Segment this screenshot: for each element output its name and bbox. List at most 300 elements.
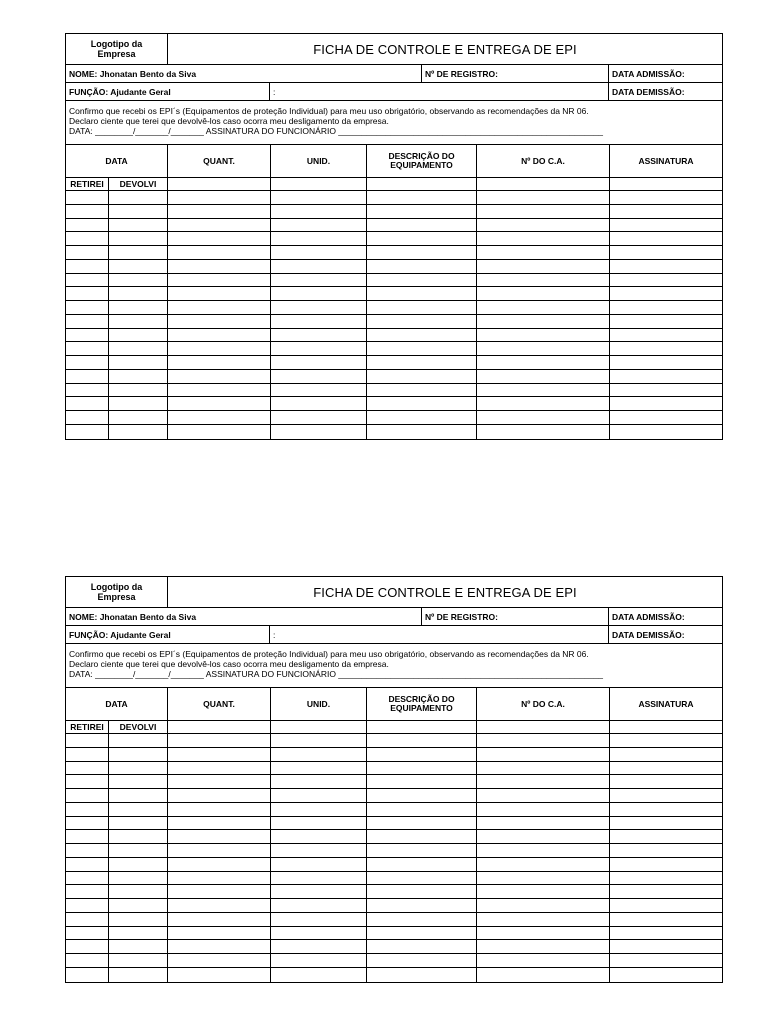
table-cell[interactable] [109,329,168,342]
table-cell[interactable] [271,803,367,816]
table-cell[interactable] [168,260,271,273]
table-cell[interactable] [109,940,168,953]
table-cell[interactable] [168,205,271,218]
table-cell[interactable] [610,301,722,314]
table-cell[interactable] [109,411,168,424]
table-cell[interactable] [168,968,271,982]
table-cell[interactable] [367,370,477,383]
table-cell[interactable] [168,940,271,953]
table-cell[interactable] [66,968,109,982]
table-cell[interactable] [66,830,109,843]
table-cell[interactable] [66,205,109,218]
table-cell[interactable] [610,775,722,788]
table-cell[interactable] [610,329,722,342]
table-cell[interactable] [477,178,610,190]
table-cell[interactable] [367,844,477,857]
table-cell[interactable] [610,927,722,940]
table-cell[interactable] [610,872,722,885]
table-cell[interactable] [66,397,109,410]
table-cell[interactable] [477,830,610,843]
table-cell[interactable] [66,342,109,355]
table-cell[interactable] [610,274,722,287]
table-cell[interactable] [168,899,271,912]
table-row [66,734,722,748]
table-cell[interactable] [66,858,109,871]
table-cell[interactable] [367,178,477,190]
table-cell[interactable] [109,817,168,830]
table-cell[interactable] [367,260,477,273]
table-cell[interactable] [109,954,168,967]
table-cell[interactable] [66,940,109,953]
table-cell[interactable] [610,370,722,383]
table-cell[interactable] [271,899,367,912]
table-cell[interactable] [367,287,477,300]
table-row [66,219,722,233]
table-cell[interactable] [610,219,722,232]
table-cell[interactable] [271,913,367,926]
dismissal-date-field[interactable]: DATA DEMISSÃO: [612,629,685,640]
dismissal-date-field[interactable]: DATA DEMISSÃO: [612,86,685,97]
table-cell[interactable] [168,775,271,788]
registration-number-field[interactable]: Nº DE REGISTRO: [422,608,609,625]
signature-line[interactable]: DATA: ________/_______/_______ ASSINATURA DO FUNCIONÁRIO ________________________________________________________ [69,669,604,679]
table-cell[interactable] [610,913,722,926]
table-cell[interactable] [168,927,271,940]
table-cell[interactable] [477,721,610,733]
table-cell[interactable] [109,927,168,940]
table-cell[interactable] [109,968,168,982]
table-cell[interactable] [66,287,109,300]
table-cell[interactable] [109,397,168,410]
table-row [66,954,722,968]
table-cell[interactable] [271,762,367,775]
table-cell[interactable] [271,205,367,218]
admission-date-field[interactable]: DATA ADMISSÃO: [612,68,685,79]
table-cell[interactable] [271,219,367,232]
table-cell[interactable] [109,205,168,218]
table-cell[interactable] [66,370,109,383]
table-cell[interactable] [477,885,610,898]
employee-function[interactable]: FUNÇÃO: Ajudante Geral [66,83,270,100]
table-row [66,205,722,219]
table-cell[interactable] [610,858,722,871]
table-cell[interactable] [271,968,367,982]
table-cell[interactable] [168,287,271,300]
table-row [66,287,722,301]
employee-name[interactable]: NOME: Jhonatan Bento da Siva [66,608,422,625]
table-cell[interactable] [168,315,271,328]
table-cell[interactable] [610,817,722,830]
table-cell[interactable] [109,899,168,912]
sub-header [66,721,722,734]
table-cell[interactable] [610,246,722,259]
table-cell[interactable] [109,734,168,747]
table-cell[interactable] [367,219,477,232]
table-cell[interactable] [168,789,271,802]
table-cell[interactable] [168,734,271,747]
table-cell[interactable] [367,789,477,802]
table-cell[interactable] [168,246,271,259]
table-cell[interactable] [168,356,271,369]
table-cell[interactable] [168,872,271,885]
table-cell[interactable] [66,219,109,232]
table-cell[interactable] [168,748,271,761]
employee-function[interactable]: FUNÇÃO: Ajudante Geral [66,626,270,643]
table-cell[interactable] [168,762,271,775]
table-cell[interactable] [109,789,168,802]
table-cell[interactable] [477,748,610,761]
table-cell[interactable] [477,762,610,775]
table-cell[interactable] [109,219,168,232]
table-row [66,913,722,927]
table-row [66,927,722,941]
table-cell[interactable] [367,940,477,953]
table-cell[interactable] [271,940,367,953]
table-cell[interactable] [271,775,367,788]
table-cell[interactable] [271,287,367,300]
table-cell[interactable] [109,775,168,788]
table-cell[interactable] [477,397,610,410]
table-cell[interactable] [109,370,168,383]
table-cell[interactable] [66,789,109,802]
table-cell[interactable] [271,246,367,259]
table-cell[interactable] [477,205,610,218]
table-cell[interactable] [271,301,367,314]
table-cell[interactable] [168,301,271,314]
table-row [66,775,722,789]
table-row [66,232,722,246]
table-cell[interactable] [109,315,168,328]
table-cell[interactable] [610,762,722,775]
table-cell[interactable] [367,968,477,982]
table-cell[interactable] [610,260,722,273]
table-cell[interactable] [271,411,367,424]
table-cell[interactable] [610,397,722,410]
table-cell[interactable] [109,232,168,245]
table-cell[interactable] [477,954,610,967]
table-cell[interactable] [477,927,610,940]
table-cell[interactable] [367,927,477,940]
table-cell[interactable] [66,927,109,940]
table-cell[interactable] [610,954,722,967]
table-cell[interactable] [271,872,367,885]
table-cell[interactable] [66,872,109,885]
table-cell[interactable] [367,205,477,218]
table-cell[interactable] [477,219,610,232]
table-row [66,830,722,844]
table-cell[interactable] [168,411,271,424]
table-cell[interactable] [109,191,168,204]
table-cell[interactable] [109,858,168,871]
table-cell[interactable] [271,734,367,747]
table-cell[interactable] [109,803,168,816]
table-cell[interactable] [109,260,168,273]
table-cell[interactable] [168,342,271,355]
table-cell[interactable] [367,397,477,410]
table-cell[interactable] [168,370,271,383]
table-cell[interactable] [66,775,109,788]
table-cell[interactable] [168,803,271,816]
table-cell[interactable] [271,232,367,245]
table-cell[interactable] [477,287,610,300]
table-cell[interactable] [66,425,109,439]
table-cell[interactable] [610,191,722,204]
table-cell[interactable] [367,246,477,259]
col-devolvi: DEVOLVI [109,178,168,190]
table-cell[interactable] [367,411,477,424]
table-cell[interactable] [477,191,610,204]
table-cell[interactable] [168,721,271,733]
table-cell[interactable] [109,748,168,761]
table-cell[interactable] [66,384,109,397]
table-cell[interactable] [477,356,610,369]
table-cell[interactable] [271,178,367,190]
table-cell[interactable] [271,329,367,342]
table-cell[interactable] [109,885,168,898]
table-cell[interactable] [66,844,109,857]
registration-number-field[interactable]: Nº DE REGISTRO: [422,65,609,82]
table-cell[interactable] [109,274,168,287]
table-cell[interactable] [610,411,722,424]
table-cell[interactable] [168,384,271,397]
table-cell[interactable] [109,872,168,885]
table-cell[interactable] [66,246,109,259]
table-cell[interactable] [109,913,168,926]
table-cell[interactable] [477,274,610,287]
table-cell[interactable] [367,734,477,747]
table-cell[interactable] [109,844,168,857]
table-row [66,191,722,205]
table-cell[interactable] [477,913,610,926]
table-cell[interactable] [610,885,722,898]
table-cell[interactable] [66,913,109,926]
table-cell[interactable] [477,817,610,830]
table-cell[interactable] [271,342,367,355]
table-cell[interactable] [168,830,271,843]
table-cell[interactable] [271,315,367,328]
table-cell[interactable] [168,913,271,926]
table-cell[interactable] [610,789,722,802]
table-cell[interactable] [271,885,367,898]
table-cell[interactable] [271,858,367,871]
table-cell[interactable] [610,940,722,953]
table-cell[interactable] [367,899,477,912]
table-cell[interactable] [66,274,109,287]
table-cell[interactable] [477,803,610,816]
table-cell[interactable] [271,954,367,967]
info-row-funcao [66,626,722,644]
table-cell[interactable] [66,803,109,816]
table-cell[interactable] [271,191,367,204]
table-cell[interactable] [66,356,109,369]
table-cell[interactable] [109,356,168,369]
table-cell[interactable] [271,721,367,733]
table-cell[interactable] [271,830,367,843]
employee-name[interactable]: NOME: Jhonatan Bento da Siva [66,65,422,82]
table-cell[interactable] [610,287,722,300]
table-cell[interactable] [109,301,168,314]
table-row [66,858,722,872]
table-cell[interactable] [477,940,610,953]
table-cell[interactable] [367,803,477,816]
table-cell[interactable] [66,954,109,967]
table-cell[interactable] [367,315,477,328]
table-cell[interactable] [271,927,367,940]
table-cell[interactable] [271,789,367,802]
table-cell[interactable] [168,954,271,967]
table-cell[interactable] [610,315,722,328]
table-cell[interactable] [66,315,109,328]
table-cell[interactable] [610,384,722,397]
table-cell[interactable] [168,274,271,287]
table-cell[interactable] [367,356,477,369]
table-cell[interactable] [610,803,722,816]
table-cell[interactable] [477,260,610,273]
table-cell[interactable] [477,246,610,259]
table-cell[interactable] [477,775,610,788]
table-cell[interactable] [477,789,610,802]
table-cell[interactable] [367,329,477,342]
table-cell[interactable] [168,178,271,190]
table-cell[interactable] [66,232,109,245]
col-data: DATA [66,145,168,177]
table-cell[interactable] [168,844,271,857]
table-cell[interactable] [66,734,109,747]
table-cell[interactable] [271,817,367,830]
table-cell[interactable] [367,342,477,355]
table-cell[interactable] [168,858,271,871]
table-cell[interactable] [610,232,722,245]
table-cell[interactable] [477,734,610,747]
table-cell[interactable] [271,844,367,857]
table-cell[interactable] [610,748,722,761]
table-cell[interactable] [610,425,722,439]
table-cell[interactable] [367,954,477,967]
table-cell[interactable] [109,384,168,397]
table-cell[interactable] [109,762,168,775]
table-cell[interactable] [610,205,722,218]
table-cell[interactable] [610,342,722,355]
table-cell[interactable] [477,899,610,912]
table-cell[interactable] [610,830,722,843]
table-row [66,817,722,831]
table-cell[interactable] [271,260,367,273]
table-cell[interactable] [66,817,109,830]
table-cell[interactable] [66,885,109,898]
table-cell[interactable] [168,397,271,410]
signature-line[interactable]: DATA: ________/_______/_______ ASSINATURA DO FUNCIONÁRIO ________________________________________________________ [69,126,604,136]
table-cell[interactable] [477,301,610,314]
table-cell[interactable] [271,274,367,287]
table-cell[interactable] [477,411,610,424]
admission-date-field[interactable]: DATA ADMISSÃO: [612,611,685,622]
table-cell[interactable] [610,356,722,369]
table-cell[interactable] [66,762,109,775]
table-row [66,260,722,274]
table-cell[interactable] [367,885,477,898]
col-assinatura: ASSINATURA [638,698,694,709]
table-cell[interactable] [168,232,271,245]
table-cell[interactable] [477,370,610,383]
table-cell[interactable] [477,968,610,982]
table-cell[interactable] [477,858,610,871]
table-cell[interactable] [271,425,367,439]
table-cell[interactable] [367,817,477,830]
table-cell[interactable] [66,748,109,761]
declaration-line: Declaro ciente que terei que devolvê-los caso ocorra meu desligamento da empresa. [69,116,389,126]
table-cell[interactable] [168,885,271,898]
table-row [66,762,722,776]
table-cell[interactable] [367,301,477,314]
function-extra-field[interactable]: : [270,83,609,100]
table-cell[interactable] [109,830,168,843]
table-cell[interactable] [477,315,610,328]
table-cell[interactable] [367,232,477,245]
table-cell[interactable] [367,425,477,439]
table-cell[interactable] [477,425,610,439]
table-cell[interactable] [109,425,168,439]
table-cell[interactable] [109,342,168,355]
table-cell[interactable] [109,287,168,300]
table-cell[interactable] [477,342,610,355]
table-cell[interactable] [168,817,271,830]
table-cell[interactable] [66,899,109,912]
table-cell[interactable] [66,411,109,424]
table-cell[interactable] [109,246,168,259]
table-row [66,356,722,370]
table-cell[interactable] [66,260,109,273]
table-cell[interactable] [271,356,367,369]
table-cell[interactable] [477,329,610,342]
table-cell[interactable] [610,899,722,912]
table-cell[interactable] [610,178,722,190]
table-cell[interactable] [610,844,722,857]
table-cell[interactable] [367,274,477,287]
table-cell[interactable] [367,721,477,733]
table-cell[interactable] [168,219,271,232]
table-cell[interactable] [66,191,109,204]
table-cell[interactable] [367,762,477,775]
table-cell[interactable] [367,830,477,843]
table-cell[interactable] [477,232,610,245]
table-cell[interactable] [367,913,477,926]
table-cell[interactable] [367,775,477,788]
table-cell[interactable] [168,329,271,342]
table-cell[interactable] [367,858,477,871]
table-cell[interactable] [367,748,477,761]
table-cell[interactable] [610,734,722,747]
table-cell[interactable] [477,384,610,397]
table-cell[interactable] [610,968,722,982]
table-cell[interactable] [477,872,610,885]
table-cell[interactable] [367,872,477,885]
table-cell[interactable] [367,191,477,204]
table-cell[interactable] [66,301,109,314]
table-cell[interactable] [271,384,367,397]
table-cell[interactable] [168,425,271,439]
table-row [66,803,722,817]
table-cell[interactable] [66,329,109,342]
function-extra-field[interactable]: : [270,626,609,643]
table-cell[interactable] [477,844,610,857]
table-cell[interactable] [168,191,271,204]
table-cell[interactable] [610,721,722,733]
table-cell[interactable] [367,384,477,397]
table-row [66,789,722,803]
table-cell[interactable] [271,397,367,410]
table-cell[interactable] [271,370,367,383]
table-cell[interactable] [271,748,367,761]
